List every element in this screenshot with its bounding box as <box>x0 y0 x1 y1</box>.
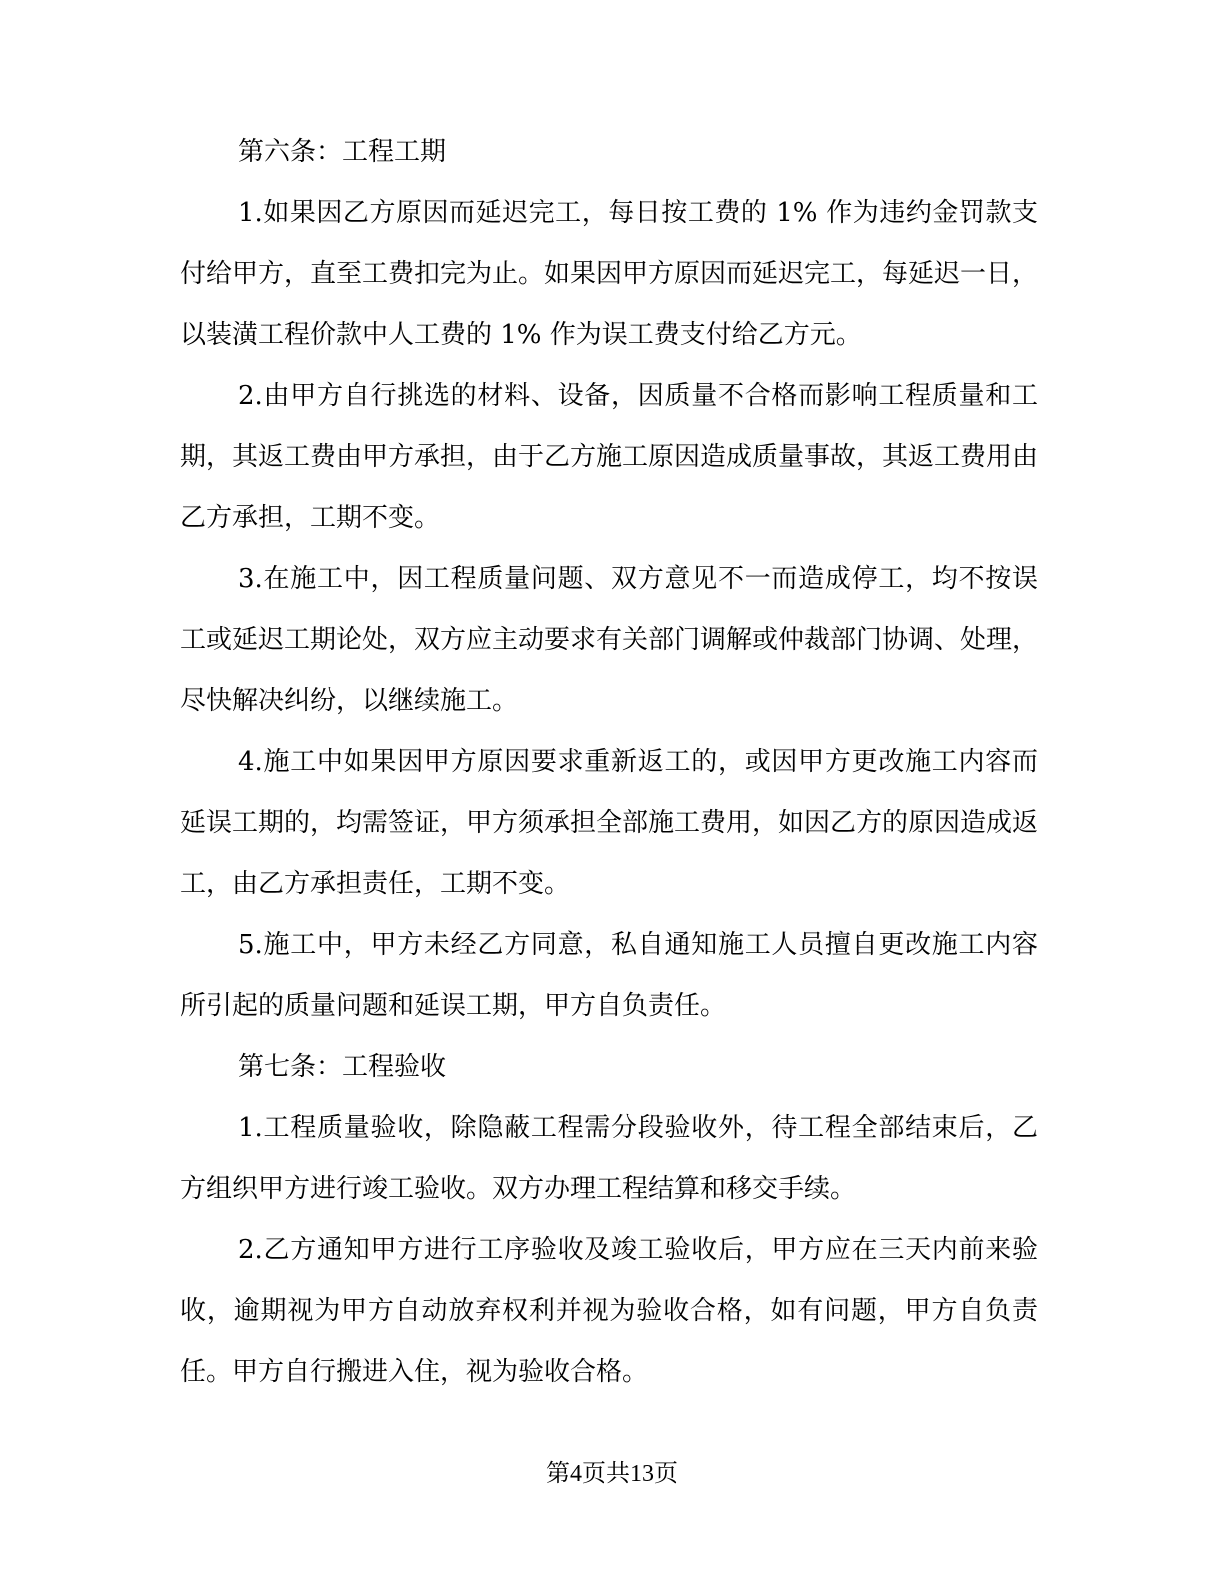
document-body <box>180 122 1038 1403</box>
section-6-item-4: 4.施工中如果因甲方原因要求重新返工的，或因甲方更改施工内容而延误工期的，均需签证，甲方须承担全部施工费用，如因乙方的原因造成返工，由乙方承担责任，工期不变。 <box>180 747 1039 899</box>
section-6-item-1: 1.如果因乙方原因而延迟完工，每日按工费的 1% 作为违约金罚款支付给甲方，直至工费扣完为止。如果因甲方原因而延迟完工，每延迟一日，以装潢工程价款中人工费的 1% 作为误工费支付给乙方元。 <box>180 198 1039 350</box>
section-6-heading: 第六条：工程工期 <box>238 137 447 167</box>
section-7-item-1: 1.工程质量验收，除隐蔽工程需分段验收外，待工程全部结束后，乙方组织甲方进行竣工验收。双方办理工程结算和移交手续。 <box>180 1113 1038 1204</box>
section-7-heading: 第七条：工程验收 <box>238 1052 447 1082</box>
section-6-item-5: 5.施工中，甲方未经乙方同意，私自通知施工人员擅自更改施工内容所引起的质量问题和延误工期，甲方自负责任。 <box>180 930 1038 1021</box>
section-7-item-2: 2.乙方通知甲方进行工序验收及竣工验收后，甲方应在三天内前来验收，逾期视为甲方自动放弃权利并视为验收合格，如有问题，甲方自负责任。甲方自行搬进入住，视为验收合格。 <box>180 1235 1038 1387</box>
section-6-item-2: 2.由甲方自行挑选的材料、设备，因质量不合格而影响工程质量和工期，其返工费由甲方承担，由于乙方施工原因造成质量事故，其返工费用由乙方承担，工期不变。 <box>180 381 1039 533</box>
section-6-item-3: 3.在施工中，因工程质量问题、双方意见不一而造成停工，均不按误工或延迟工期论处，双方应主动要求有关部门调解或仲裁部门协调、处理，尽快解决纠纷，以继续施工。 <box>180 564 1039 716</box>
page-number-footer: 第4页共13页 <box>546 1461 678 1487</box>
